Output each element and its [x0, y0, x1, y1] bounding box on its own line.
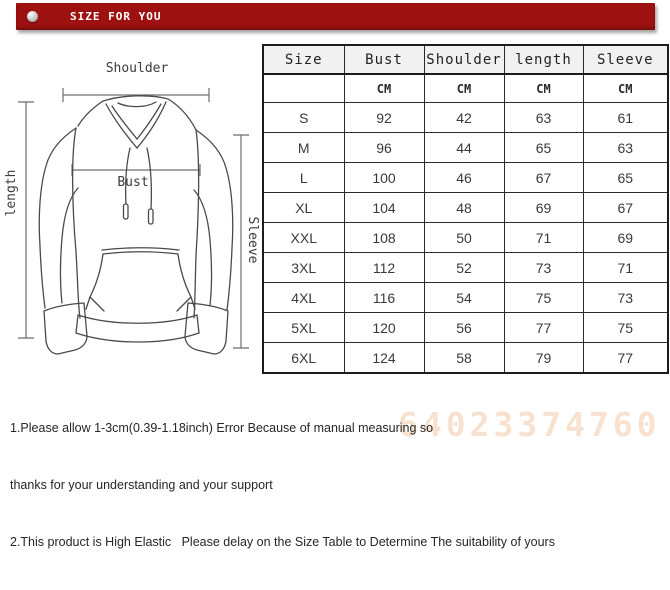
table-cell: 67: [583, 193, 668, 223]
table-cell: 63: [504, 103, 583, 133]
table-row: [263, 283, 668, 313]
unit-cell: CM: [504, 74, 583, 103]
col-header-length: length: [504, 45, 583, 74]
table-cell: 69: [583, 223, 668, 253]
table-cell: 71: [583, 253, 668, 283]
table-cell: 73: [504, 253, 583, 283]
banner-title: SIZE FOR YOU: [70, 10, 162, 23]
table-cell: 79: [504, 343, 583, 374]
table-cell: XXL: [263, 223, 344, 253]
col-header-bust: Bust: [344, 45, 424, 74]
table-cell: 77: [504, 313, 583, 343]
table-cell: 58: [424, 343, 504, 374]
footnote-line: 2.This product is High Elastic Please delay on the Size Table to Determine The suitability of yours: [10, 535, 555, 549]
table-row: [263, 163, 668, 193]
unit-cell: CM: [583, 74, 668, 103]
footnotes: [10, 381, 570, 590]
table-cell: 96: [344, 133, 424, 163]
table-cell: L: [263, 163, 344, 193]
unit-cell: CM: [344, 74, 424, 103]
table-cell: 54: [424, 283, 504, 313]
table-cell: M: [263, 133, 344, 163]
table-cell: 124: [344, 343, 424, 374]
unit-cell: [263, 74, 344, 103]
table-cell: 100: [344, 163, 424, 193]
table-cell: 44: [424, 133, 504, 163]
sleeve-label: Sleeve: [245, 216, 260, 264]
table-cell: 77: [583, 343, 668, 374]
table-cell: 116: [344, 283, 424, 313]
table-header-row: [263, 45, 668, 74]
size-table: [262, 44, 667, 368]
table-cell: 61: [583, 103, 668, 133]
table-cell: 42: [424, 103, 504, 133]
table-cell: 73: [583, 283, 668, 313]
table-cell: 63: [583, 133, 668, 163]
table-cell: 69: [504, 193, 583, 223]
measure-lines: [18, 88, 249, 348]
table-cell: 52: [424, 253, 504, 283]
table-row: [263, 193, 668, 223]
length-label: length: [4, 169, 19, 217]
table-cell: S: [263, 103, 344, 133]
table-row: [263, 343, 668, 374]
table-row: [263, 223, 668, 253]
table-row: [263, 133, 668, 163]
bust-label: Bust: [117, 175, 149, 190]
footnote-line: 1.Please allow 1-3cm(0.39-1.18inch) Error Because of manual measuring so: [10, 421, 434, 435]
table-cell: XL: [263, 193, 344, 223]
table-cell: 71: [504, 223, 583, 253]
table-cell: 104: [344, 193, 424, 223]
unit-row: [263, 74, 668, 103]
table-cell: 65: [583, 163, 668, 193]
unit-cell: CM: [424, 74, 504, 103]
col-header-shoulder: Shoulder: [424, 45, 504, 74]
table-cell: 48: [424, 193, 504, 223]
table-row: [263, 103, 668, 133]
footnote-line: thanks for your understanding and your support: [10, 478, 273, 492]
table-cell: 6XL: [263, 343, 344, 374]
col-header-sleeve: Sleeve: [583, 45, 668, 74]
table-cell: 75: [583, 313, 668, 343]
shoulder-label: Shoulder: [105, 61, 169, 76]
table-cell: 46: [424, 163, 504, 193]
table-cell: 3XL: [263, 253, 344, 283]
table-cell: 112: [344, 253, 424, 283]
table-cell: 50: [424, 223, 504, 253]
table-cell: 56: [424, 313, 504, 343]
table-cell: 120: [344, 313, 424, 343]
table-row: [263, 253, 668, 283]
table-cell: 75: [504, 283, 583, 313]
watermark-digits: 64023374760: [398, 405, 661, 444]
col-header-size: Size: [263, 45, 344, 74]
table-cell: 4XL: [263, 283, 344, 313]
table-cell: 108: [344, 223, 424, 253]
table-cell: 65: [504, 133, 583, 163]
hoodie-outline: [39, 96, 233, 354]
table-cell: 5XL: [263, 313, 344, 343]
table-cell: 92: [344, 103, 424, 133]
table-row: [263, 313, 668, 343]
table-cell: 67: [504, 163, 583, 193]
